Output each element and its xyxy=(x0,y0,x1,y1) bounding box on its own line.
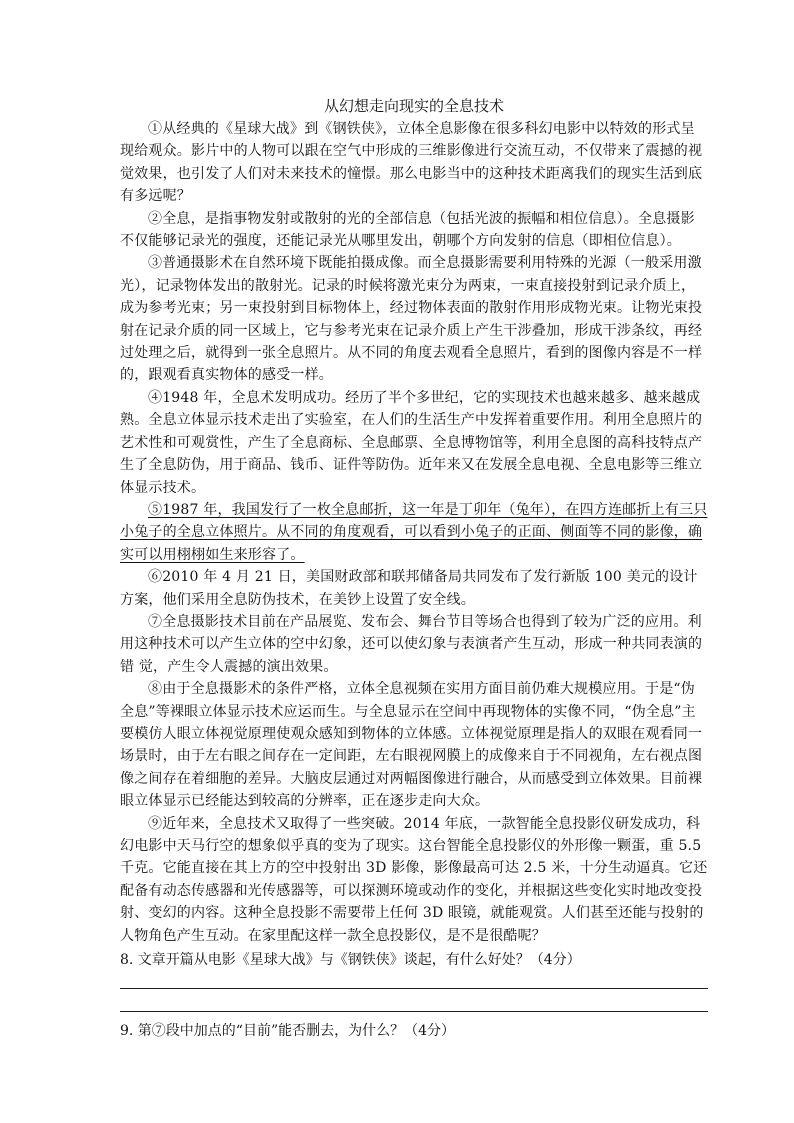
paragraph-2: ②全息，是指事物发射或散射的光的全部信息（包括光波的振幅和相位信息）。全息摄影不仅能够记录光的强度，还能记录光从哪里发出，朝哪个方向发射的信息（即相位信息）。 xyxy=(120,210,695,250)
article-title: 从幻想走向现实的全息技术 xyxy=(323,97,504,115)
paragraph-1: ①从经典的《星球大战》到《钢铁侠》，立体全息影像在很多科幻电影中以特效的形式呈现给观众。影片中的人物可以跟在空气中形成的三维影像进行交流互动，不仅带来了震撼的视觉效果，也引发了人们对未来技术的憧憬。那么电影当中的这种技术距离我们的现实生活到底有多远呢？ xyxy=(120,121,703,205)
question-9: 9. 第⑦段中加点的“目前”能否删去，为什么？（4分） xyxy=(120,1023,456,1040)
paragraph-7: ⑦全息摄影技术目前在产品展览、发布会、舞台节目等场合也得到了较为广泛的应用。利用这种技术可以产生立体的空中幻象，还可以使幻象与表演者产生互动，形成一种共同表演的错 觉，产生令人震撼的演出效果。 xyxy=(120,613,703,675)
paragraph-4: ④1948 年，全息术发明成功。经历了半个多世纪，它的实现技术也越来越多、越来越成熟。全息立体显示技术走出了实验室，在人们的生活生产中发挥着重要作用。利用全息照片的艺术性和可观赏性，产生了全息商标、全息邮票、全息博物馆等，利用全息图的高科技特点产生了全息防伪，用于商品、钱币、证件等防伪。近年来又在发展全息电视、全息电影等三维立体显示技术。 xyxy=(120,389,703,496)
paragraph-8: ⑧由于全息摄影术的条件严格，立体全息视频在实用方面目前仍难大规模应用。于是“伪全息”等裸眼立体显示技术应运而生。与全息显示在空间中再现物体的实像不同，“伪全息”主要模仿人眼立体视觉原理使观众感知到物体的立体感。立体视觉原理是指人的双眼在观看同一场景时，由于左右眼之间存在一定间距，左右眼视网膜上的成像来自于不同视角，左右视点图像之间存在着细胞的差异。大脑皮层通过对两幅图像进行融合，从而感受到立体效果。目前裸眼立体显示已经能达到较高的分辨率，正在逐步走向大众。 xyxy=(120,681,703,810)
paragraph-5-underlined: ⑤1987 年，我国发行了一枚全息邮折，这一年是丁卯年（兔年），在四方连邮折上有三只小兔子的全息立体照片。从不同的角度观看，可以看到小兔子的正面、侧面等不同的影像，确实可以用栩栩如生来形容了。 xyxy=(120,501,708,563)
paragraph-6: ⑥2010 年 4 月 21 日，美国财政部和联邦储备局共同发布了发行新版 100 美元的设计方案，他们采用全息防伪技术，在美钞上设置了安全线。 xyxy=(120,569,698,608)
question-8: 8. 文章开篇从电影《星球大战》与《钢铁侠》谈起，有什么好处？（4分） xyxy=(120,952,581,969)
answer-line-2[interactable] xyxy=(120,1011,708,1012)
article xyxy=(120,96,708,1042)
paragraph-9: ⑨近年来，全息技术又取得了一些突破。2014 年底，一款智能全息投影仪研发成功，科幻电影中天马行空的想象似乎真的变为了现实。这台智能全息投影仪的外形像一颗蛋，重 5.5 千克。它能直接在其上方的空中投射出 3D 影像，影像最高可达 2.5 米，十分生动逼真。它还配备有动态传感器和光传感器等，可以探测环境或动作的变化，并根据这些变化实时地改变投射、变幻的内容。这种全息投影不需要带上任何 3D 眼镜，就能观赏。人们甚至还能与投射的人物角色产生互动。在家里配这样一款全息投影仪，是不是很酷呢？ xyxy=(120,815,708,944)
paragraph-3: ③普通摄影术在自然环境下既能拍摄成像。而全息摄影需要利用特殊的光源（一般采用激光），记录物体发出的散射光。记录的时候将激光束分为两束，一束直接投射到记录介质上，成为参考光束；另一束投射到目标物体上，经过物体表面的散射作用形成物光束。让物光束投射在记录介质的同一区域上，它与参考光束在记录介质上产生干涉叠加，形成干涉条纹，再经过处理之后，就得到一张全息照片。从不同的角度去观看全息照片，看到的图像内容是不一样的，跟观看真实物体的感受一样。 xyxy=(120,255,703,384)
answer-line-1[interactable] xyxy=(120,988,708,989)
